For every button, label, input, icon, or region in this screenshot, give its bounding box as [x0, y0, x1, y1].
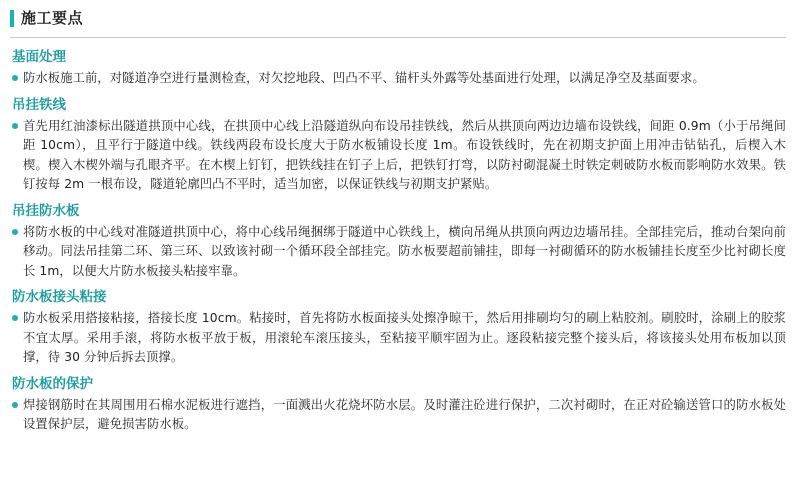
paragraph — [10, 309, 786, 368]
bullet-icon — [12, 315, 18, 321]
section-heading: 吊挂铁线 — [12, 96, 66, 113]
title-divider — [10, 37, 786, 38]
paragraph — [10, 117, 786, 195]
section-heading: 防水板的保护 — [12, 375, 93, 392]
paragraph-text: 首先用红油漆标出隧道拱顶中心线，在拱顶中心线上沿隧道纵向布设吊挂铁线，然后从拱顶向两边边墙布设铁线，间距 0.9m（小于吊绳间距 10cm），且平行于隧道中线。铁线两段布设长度大于防水板铺设长度 1m。布设铁线时，先在初期支护面上用冲击钻钻孔，后楔入木楔。楔入木楔外端与孔眼齐平。在木楔上钉钉，把铁线挂在钉子上后，把铁钉打弯，以防衬砌混凝土时铁定刺破防水板而影响防水效果。铁钉按每 2m 一根布设，隧道轮廓凹凸不平时，适当加密，以保证铁线与初期支护紧贴。 — [23, 118, 786, 191]
paragraph — [10, 69, 786, 89]
section-joint-bonding — [10, 288, 786, 368]
section-board-protection — [10, 375, 786, 435]
paragraph-text: 焊接钢筋时在其周围用石棉水泥板进行遮挡，一面溅出火花烧坏防水层。及时灌注砼进行保护，二次衬砌时，在正对砼输送管口的防水板处设置保护层，避免损害防水板。 — [23, 397, 786, 431]
title-accent-bar — [10, 10, 14, 27]
paragraph — [10, 396, 786, 435]
section-heading: 吊挂防水板 — [12, 202, 80, 219]
bullet-icon — [12, 229, 18, 235]
bullet-icon — [12, 402, 18, 408]
paragraph-text: 将防水板的中心线对准隧道拱顶中心，将中心线吊绳捆绑于隧道中心铁线上，横向吊绳从拱顶向两边边墙吊挂。全部挂完后，推动台架向前移动。同法吊挂第二环、第三环、以致该衬砌一个循环段全部挂完。防水板要超前铺挂，即每一衬砌循环的防水板铺挂长度至少比衬砌长度长 1m，以便大片防水板接头粘接牢靠。 — [23, 224, 786, 278]
paragraph-text: 防水板施工前，对隧道净空进行量测检查，对欠挖地段、凹凸不平、锚杆头外露等处基面进行处理，以满足净空及基面要求。 — [23, 71, 705, 85]
paragraph-text: 防水板采用搭接粘接，搭接长度 10cm。粘接时，首先将防水板面接头处擦净晾干，然后用排刷均匀的刷上粘胶剂。刷胶时，涂刷上的胶浆不宜太厚。采用手滚，将防水板平放于板，用滚轮车滚压接头，至粘接平顺牢固为止。逐段粘接完整个接头后，将该接头处用布板加以顶撑，待 30 分钟后拆去顶撑。 — [23, 311, 786, 364]
section-heading: 基面处理 — [12, 49, 66, 65]
section-heading: 防水板接头粘接 — [12, 289, 107, 305]
section-hanging-waterproof-board — [10, 202, 786, 282]
bullet-icon — [12, 75, 18, 81]
page-title-text: 施工要点 — [21, 9, 84, 27]
page-title — [10, 10, 786, 27]
section-hanging-wire — [10, 96, 786, 195]
section-base-treatment — [10, 48, 786, 89]
bullet-icon — [12, 123, 18, 129]
paragraph — [10, 223, 786, 282]
